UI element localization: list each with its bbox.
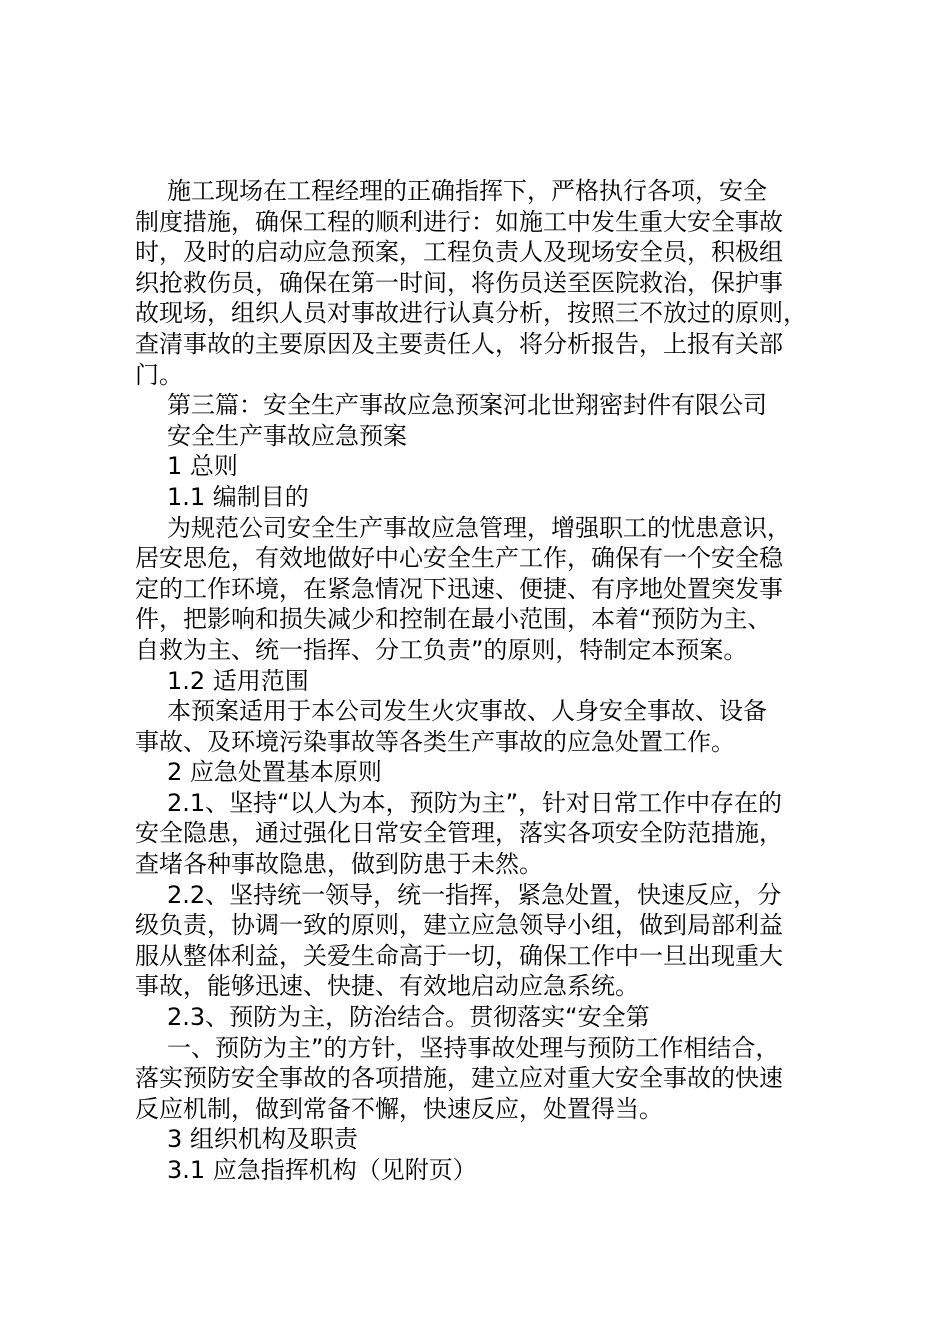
- paragraph-line: 2.2、坚持统一领导，统一指挥，紧急处置，快速反应，分: [167, 880, 782, 909]
- paragraph-line: 定的工作环境，在紧急情况下迅速、便捷、有序地处置突发事: [135, 574, 783, 603]
- paragraph-line: 门。: [135, 360, 183, 389]
- heading-organization: 3 组织机构及职责: [167, 1125, 358, 1154]
- paragraph-line: 2.3、预防为主，防治结合。贯彻落实“安全第: [167, 1003, 650, 1032]
- heading-scope: 1.2 适用范围: [167, 666, 309, 695]
- paragraph-line: 2.1、坚持“以人为本，预防为主”，针对日常工作中存在的: [167, 788, 783, 817]
- paragraph-line: 织抢救伤员，确保在第一时间，将伤员送至医院救治，保护事: [135, 268, 783, 297]
- document-title: 安全生产事故应急预案: [167, 421, 407, 450]
- paragraph-line: 居安思危，有效地做好中心安全生产工作，确保有一个安全稳: [135, 544, 783, 573]
- paragraph-line: 查堵各种事故隐患，做到防患于未然。: [135, 850, 543, 879]
- paragraph-line: 服从整体利益，关爱生命高于一切，确保工作中一旦出现重大: [135, 941, 783, 970]
- section-title: 第三篇：安全生产事故应急预案河北世翔密封件有限公司: [167, 391, 767, 420]
- paragraph-line: 为规范公司安全生产事故应急管理，增强职工的忧患意识，: [167, 513, 791, 542]
- paragraph-line: 时，及时的启动应急预案，工程负责人及现场安全员，积极组: [135, 238, 783, 267]
- paragraph-line: 施工现场在工程经理的正确指挥下，严格执行各项，安全: [167, 177, 767, 205]
- paragraph-line: 事故、及环境污染事故等各类生产事故的应急处置工作。: [135, 727, 735, 756]
- paragraph-line: 件，把影响和损失减少和控制在最小范围，本着“预防为主、: [135, 605, 772, 634]
- paragraph-line: 事故，能够迅速、快捷、有效地启动应急系统。: [135, 972, 639, 1001]
- paragraph-line: 本预案适用于本公司发生火灾事故、人身安全事故、设备: [167, 697, 767, 726]
- paragraph-line: 级负责，协调一致的原则，建立应急领导小组，做到局部利益: [135, 911, 783, 940]
- document-body: [135, 176, 835, 1186]
- paragraph-line: 一、预防为主”的方针，坚持事故处理与预防工作相结合，: [167, 1033, 780, 1062]
- heading-purpose: 1.1 编制目的: [167, 482, 309, 511]
- paragraph-line: 查清事故的主要原因及主要责任人，将分析报告，上报有关部: [135, 329, 783, 358]
- paragraph-line: 反应机制，做到常备不懈，快速反应，处置得当。: [135, 1094, 663, 1123]
- paragraph-line: 安全隐患，通过强化日常安全管理，落实各项安全防范措施，: [135, 819, 783, 848]
- heading-general: 1 总则: [167, 452, 238, 481]
- paragraph-line: 制度措施，确保工程的顺利进行：如施工中发生重大安全事故: [135, 207, 783, 236]
- heading-command: 3.1 应急指挥机构（见附页）: [167, 1156, 477, 1184]
- heading-principles: 2 应急处置基本原则: [167, 758, 382, 787]
- paragraph-line: 故现场，组织人员对事故进行认真分析，按照三不放过的原则，: [135, 299, 807, 328]
- paragraph-line: 落实预防安全事故的各项措施，建立应对重大安全事故的快速: [135, 1064, 783, 1093]
- paragraph-line: 自救为主、统一指挥、分工负责”的原则，特制定本预案。: [135, 635, 748, 664]
